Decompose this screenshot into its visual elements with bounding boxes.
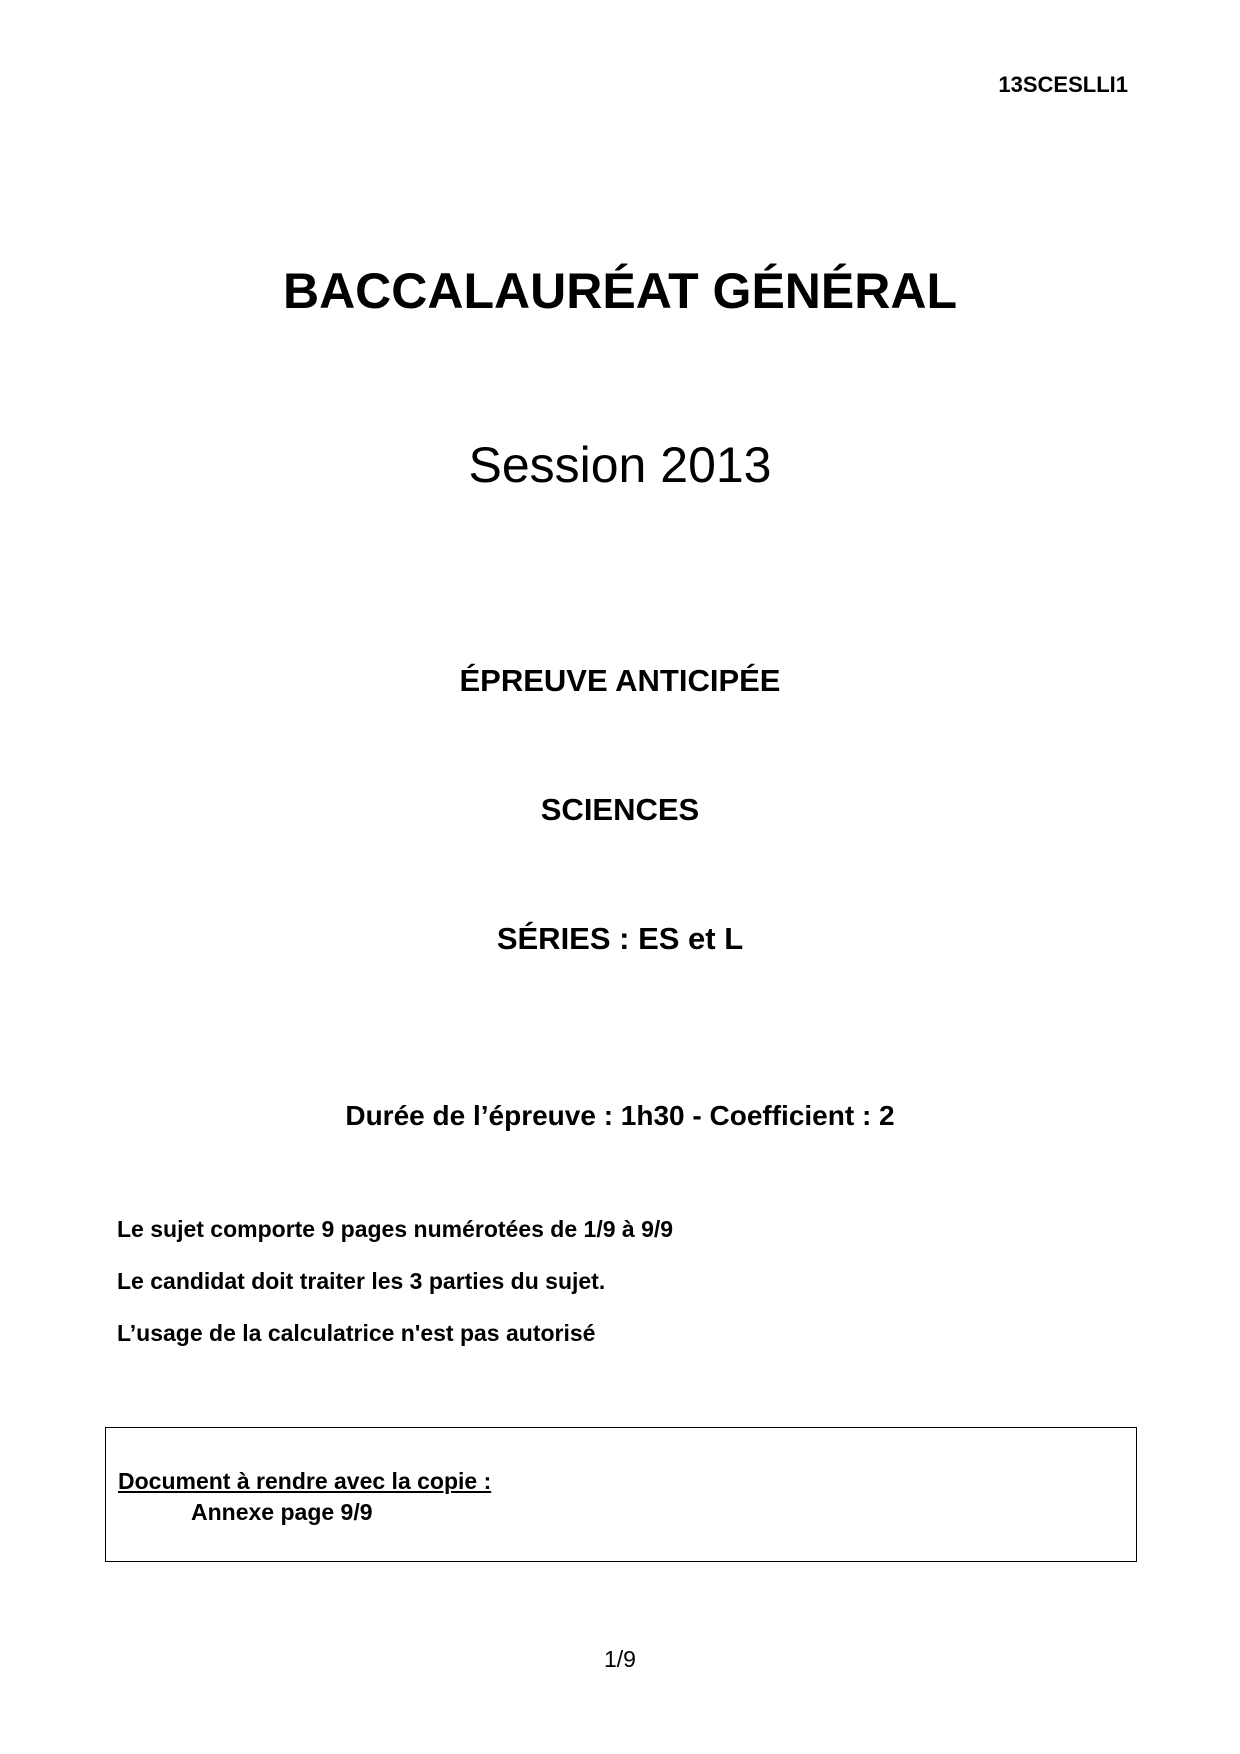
instruction-calculator: L’usage de la calculatrice n'est pas autorisé [117,1320,596,1346]
exam-series: SÉRIES : ES et L [496,921,744,956]
exam-subject: SCIENCES [540,792,700,827]
exam-title: BACCALAURÉAT GÉNÉRAL [282,263,958,319]
document-code: 13SCESLLI1 [998,72,1128,97]
exam-type: ÉPREUVE ANTICIPÉE [459,663,781,698]
return-document-title: Document à rendre avec la copie : [118,1468,492,1494]
page-number: 1/9 [604,1646,636,1672]
return-document-box [105,1427,1137,1562]
exam-duration: Durée de l’épreuve : 1h30 - Coefficient : 2 [345,1100,895,1131]
return-document-item: Annexe page 9/9 [191,1499,373,1525]
instruction-parts: Le candidat doit traiter les 3 parties du sujet. [117,1268,606,1294]
instruction-pages: Le sujet comporte 9 pages numérotées de 1/9 à 9/9 [117,1216,674,1242]
session-year: Session 2013 [468,437,772,493]
